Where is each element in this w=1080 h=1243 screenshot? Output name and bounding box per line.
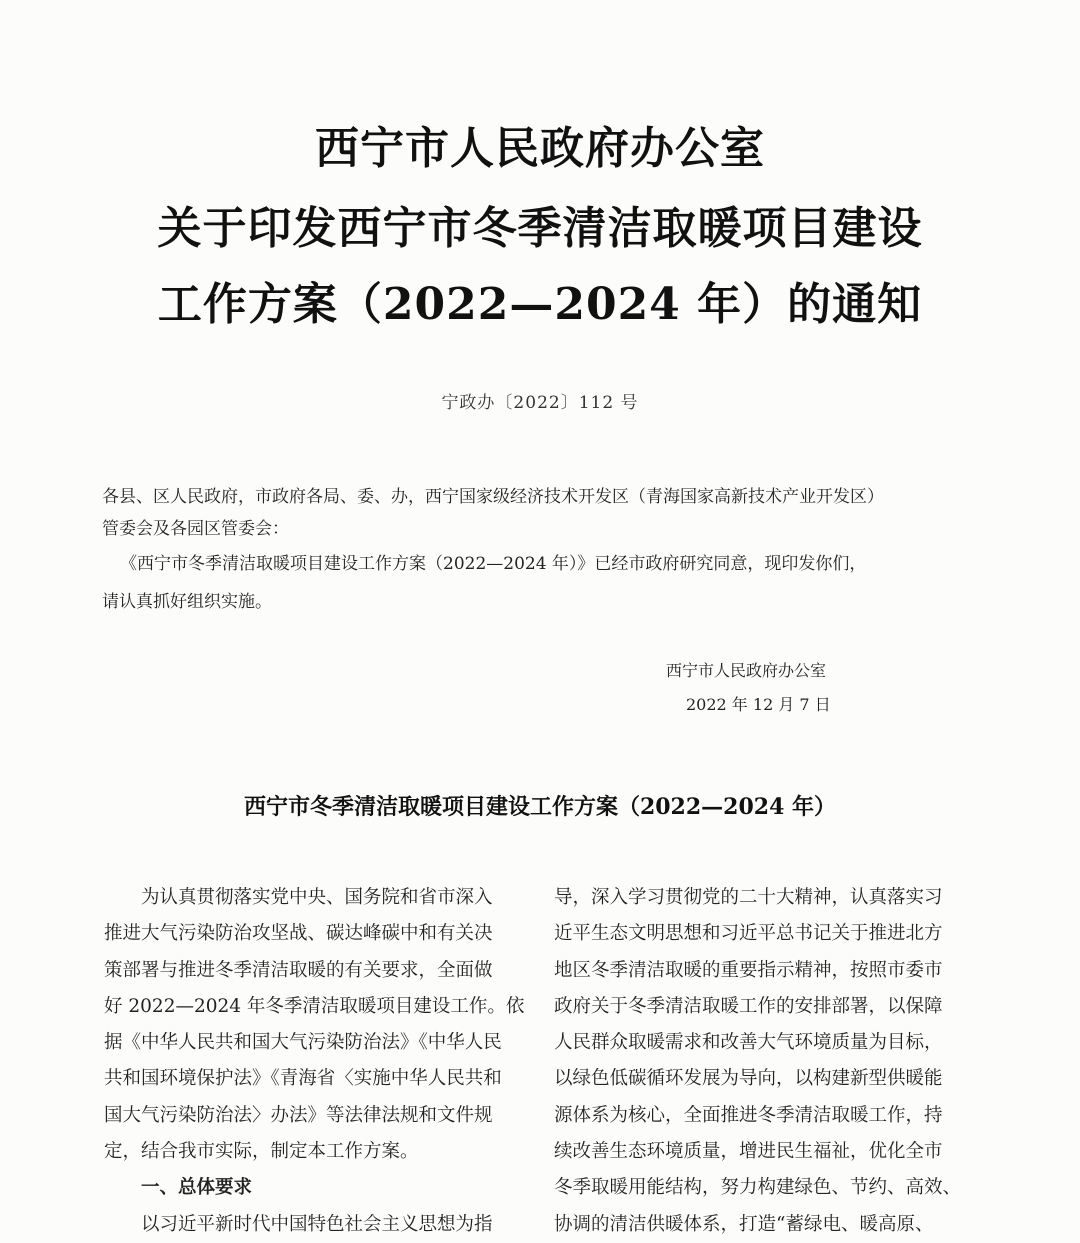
notice-body-line-1: 《西宁市冬季清洁取暖项目建设工作方案（2022—2024 年）》已经市政府研究同意，现印发你们，: [120, 554, 867, 574]
signature-date: 2022 年 12 月 7 日: [686, 695, 831, 714]
document-number: 宁政办〔2022〕112 号: [441, 393, 639, 413]
plan-text-line: 人民群众取暖需求和改善大气环境质量为目标，: [554, 1032, 943, 1054]
plan-left-column: [104, 880, 524, 1243]
plan-text-line: 以绿色低碳循环发展为导向，以构建新型供暖能: [554, 1068, 943, 1090]
plan-text-line: 据《中华人民共和国大气污染防治法》《中华人民: [104, 1032, 502, 1054]
notice-body-line-2: 请认真抓好组织实施。: [102, 592, 272, 612]
addressee-line-1: 各县、区人民政府，市政府各局、委、办，西宁国家级经济技术开发区（青海国家高新技术产业开发区）: [102, 487, 884, 507]
plan-text-line: 源体系为核心，全面推进冬季清洁取暖工作，持: [554, 1104, 943, 1126]
plan-text-line: 定，结合我市实际，制定本工作方案。: [104, 1141, 419, 1163]
plan-text-line: 好 2022—2024 年冬季清洁取暖项目建设工作。依: [104, 995, 524, 1017]
notice-title-line-2: 关于印发西宁市冬季清洁取暖项目建设: [157, 203, 923, 254]
plan-text-line: 为认真贯彻落实党中央、国务院和省市深入: [104, 887, 493, 908]
signature-org: 西宁市人民政府办公室: [666, 661, 827, 680]
plan-text-line: 冬季取暖用能结构，努力构建绿色、节约、高效、: [554, 1177, 962, 1199]
plan-right-column: [554, 880, 974, 1243]
addressee-line-2: 管委会及各园区管委会：: [102, 519, 289, 539]
plan-text-line: 地区冬季清洁取暖的重要指示精神，按照市委市: [554, 959, 943, 981]
notice-title-line-3: 工作方案（2022—2024 年）的通知: [157, 279, 923, 330]
plan-text-line: 策部署与推进冬季清洁取暖的有关要求，全面做: [104, 959, 493, 981]
plan-text-line: 政府关于冬季清洁取暖工作的安排部署，以保障: [554, 995, 943, 1017]
notice-title-line-1: 西宁市人民政府办公室: [315, 123, 765, 174]
section-heading: 一、总体要求: [104, 1177, 253, 1199]
plan-text-line: 共和国环境保护法》《青海省〈实施中华人民共和: [104, 1068, 502, 1090]
plan-text-line: 导，深入学习贯彻党的二十大精神，认真落实习: [554, 887, 943, 908]
plan-text-line: 国大气污染防治法〉办法》等法律法规和文件规: [104, 1104, 493, 1126]
plan-text-line: 续改善生态环境质量，增进民生福祉，优化全市: [554, 1141, 943, 1163]
plan-text-line: 推进大气污染防治攻坚战、碳达峰碳中和有关决: [104, 923, 493, 945]
plan-text-line: 近平生态文明思想和习近平总书记关于推进北方: [554, 923, 943, 945]
plan-title: 西宁市冬季清洁取暖项目建设工作方案（2022—2024 年）: [243, 794, 837, 820]
plan-text-line: 协调的清洁供暖体系，打造“蓄绿电、暖高原、: [554, 1213, 934, 1235]
plan-text-line: 以习近平新时代中国特色社会主义思想为指: [104, 1213, 493, 1235]
